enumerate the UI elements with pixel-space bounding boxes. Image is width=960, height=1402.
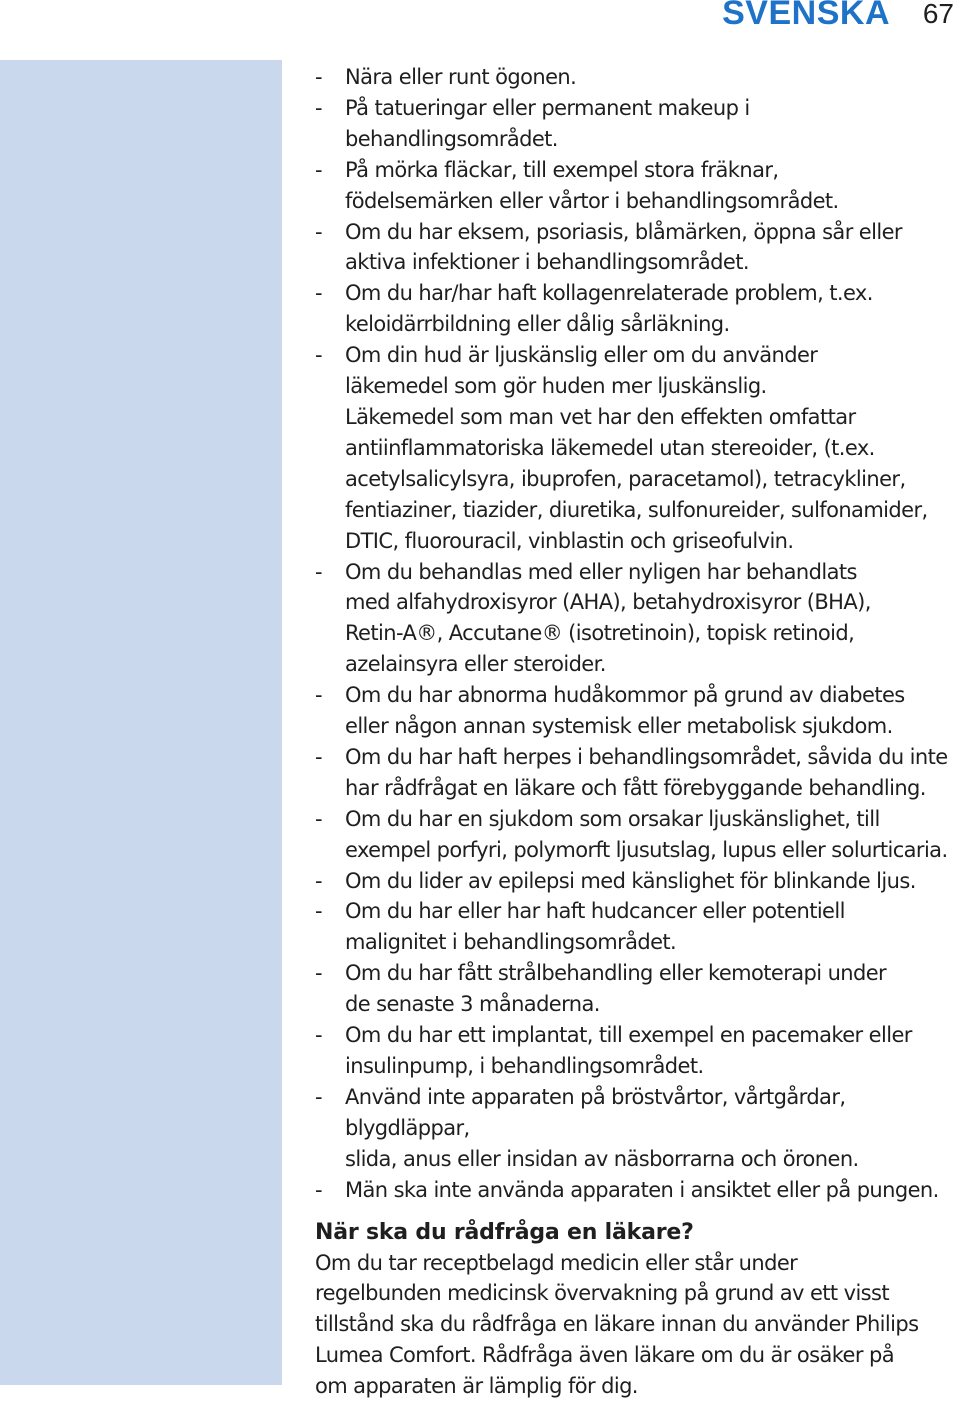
- list-item: [315, 1020, 957, 1082]
- list-item-text: På tatueringar eller permanent makeup i behandlingsområdet.: [345, 95, 750, 151]
- list-item-text: Om du har en sjukdom som orsakar ljuskänslighet, till exempel porfyri, polymorft ljusutslag, lupus eller solurticaria.: [345, 806, 948, 862]
- list-item-text: Nära eller runt ögonen.: [345, 65, 577, 89]
- list-item-text: Om du har ett implantat, till exempel en pacemaker eller insulinpump, i behandlingsområdet.: [345, 1023, 912, 1078]
- list-item: [315, 217, 957, 279]
- list-dash: -: [315, 95, 322, 120]
- list-item-text: Om du har eller har haft hudcancer eller potentiell malignitet i behandlingsområdet.: [345, 899, 845, 955]
- main-content: [315, 62, 957, 1402]
- section-body: Om du tar receptbelagd medicin eller står under regelbunden medicinsk övervakning på grund av ett visst tillstånd ska du rådfråga en läkare innan du använder Philips Lumea Comfort. Rådfråga även läkare om du är osäker på om apparaten är lämplig för dig.: [315, 1250, 919, 1399]
- list-dash: -: [315, 219, 322, 244]
- list-dash: -: [315, 157, 322, 182]
- sidebar-panel: [0, 60, 282, 1385]
- list-item-text: Om du har abnorma hudåkommor på grund av diabetes eller någon annan systemisk eller metabolisk sjukdom.: [345, 683, 905, 739]
- list-item-text: Om du har/har haft kollagenrelaterade problem, t.ex. keloidärrbildning eller dålig sårläkning.: [345, 281, 873, 337]
- section-heading: När ska du rådfråga en läkare?: [315, 1219, 694, 1245]
- list-item: [315, 866, 957, 897]
- page-number: 67: [922, 0, 954, 29]
- list-item: [315, 1175, 957, 1206]
- list-dash: -: [315, 899, 322, 924]
- list-item: [315, 680, 957, 742]
- list-item: [315, 742, 957, 804]
- list-dash: -: [315, 65, 322, 89]
- list-item-text: Använd inte apparaten på bröstvårtor, vårtgårdar, blygdläppar, slida, anus eller insidan av näsborrarna och öronen.: [345, 1084, 859, 1171]
- list-item-text: Om du har eksem, psoriasis, blåmärken, öppna sår eller aktiva infektioner i behandlingsområdet.: [345, 219, 902, 275]
- list-item: [315, 557, 957, 681]
- list-item: [315, 958, 957, 1020]
- list-dash: -: [315, 1177, 322, 1202]
- contraindication-list: [315, 62, 957, 1206]
- list-dash: -: [315, 868, 322, 893]
- list-item-text: På mörka fläckar, till exempel stora fräknar, födelsemärken eller vårtor i behandlingsområdet.: [345, 157, 839, 213]
- list-item-text: Om din hud är ljuskänslig eller om du använder läkemedel som gör huden mer ljuskänslig. Läkemedel som man vet har den effekten omfattar antiinflammatoriska läkemedel utan stereoider, (t.ex. acetylsalicylsyra, ibuprofen, paracetamol), tetracykliner, fentiaziner, tiazider, diuretika, sulfonureider, sulfonamider, DTIC, fluorouracil, vinblastin och griseofulvin.: [345, 343, 928, 553]
- list-item-text: Om du har haft herpes i behandlingsområdet, såvida du inte har rådfrågat en läkare och fått förebyggande behandling.: [345, 744, 948, 800]
- list-item: [315, 804, 957, 866]
- list-item: [315, 340, 957, 556]
- list-item: [315, 155, 957, 217]
- list-item: [315, 1082, 957, 1175]
- list-item: [315, 278, 957, 340]
- list-dash: -: [315, 744, 322, 769]
- list-dash: -: [315, 559, 322, 584]
- list-item-text: Om du lider av epilepsi med känslighet för blinkande ljus.: [345, 868, 916, 893]
- list-dash: -: [315, 281, 322, 306]
- list-item-text: Om du har fått strålbehandling eller kemoterapi under de senaste 3 månaderna.: [345, 961, 887, 1017]
- list-dash: -: [315, 683, 322, 708]
- list-dash: -: [315, 1084, 322, 1109]
- language-label: SVENSKA: [722, 0, 890, 32]
- list-dash: -: [315, 961, 322, 986]
- list-item-text: Män ska inte använda apparaten i ansiktet eller på pungen.: [345, 1177, 939, 1202]
- list-dash: -: [315, 343, 322, 368]
- list-item: [315, 93, 957, 155]
- list-dash: -: [315, 1023, 322, 1048]
- list-dash: -: [315, 806, 322, 831]
- list-item-text: Om du behandlas med eller nyligen har behandlats med alfahydroxisyror (AHA), betahydroxisyror (BHA), Retin-A®, Accutane® (isotretinoin), topisk retinoid, azelainsyra eller steroider.: [345, 559, 871, 677]
- list-item: [315, 896, 957, 958]
- list-item: [315, 62, 957, 93]
